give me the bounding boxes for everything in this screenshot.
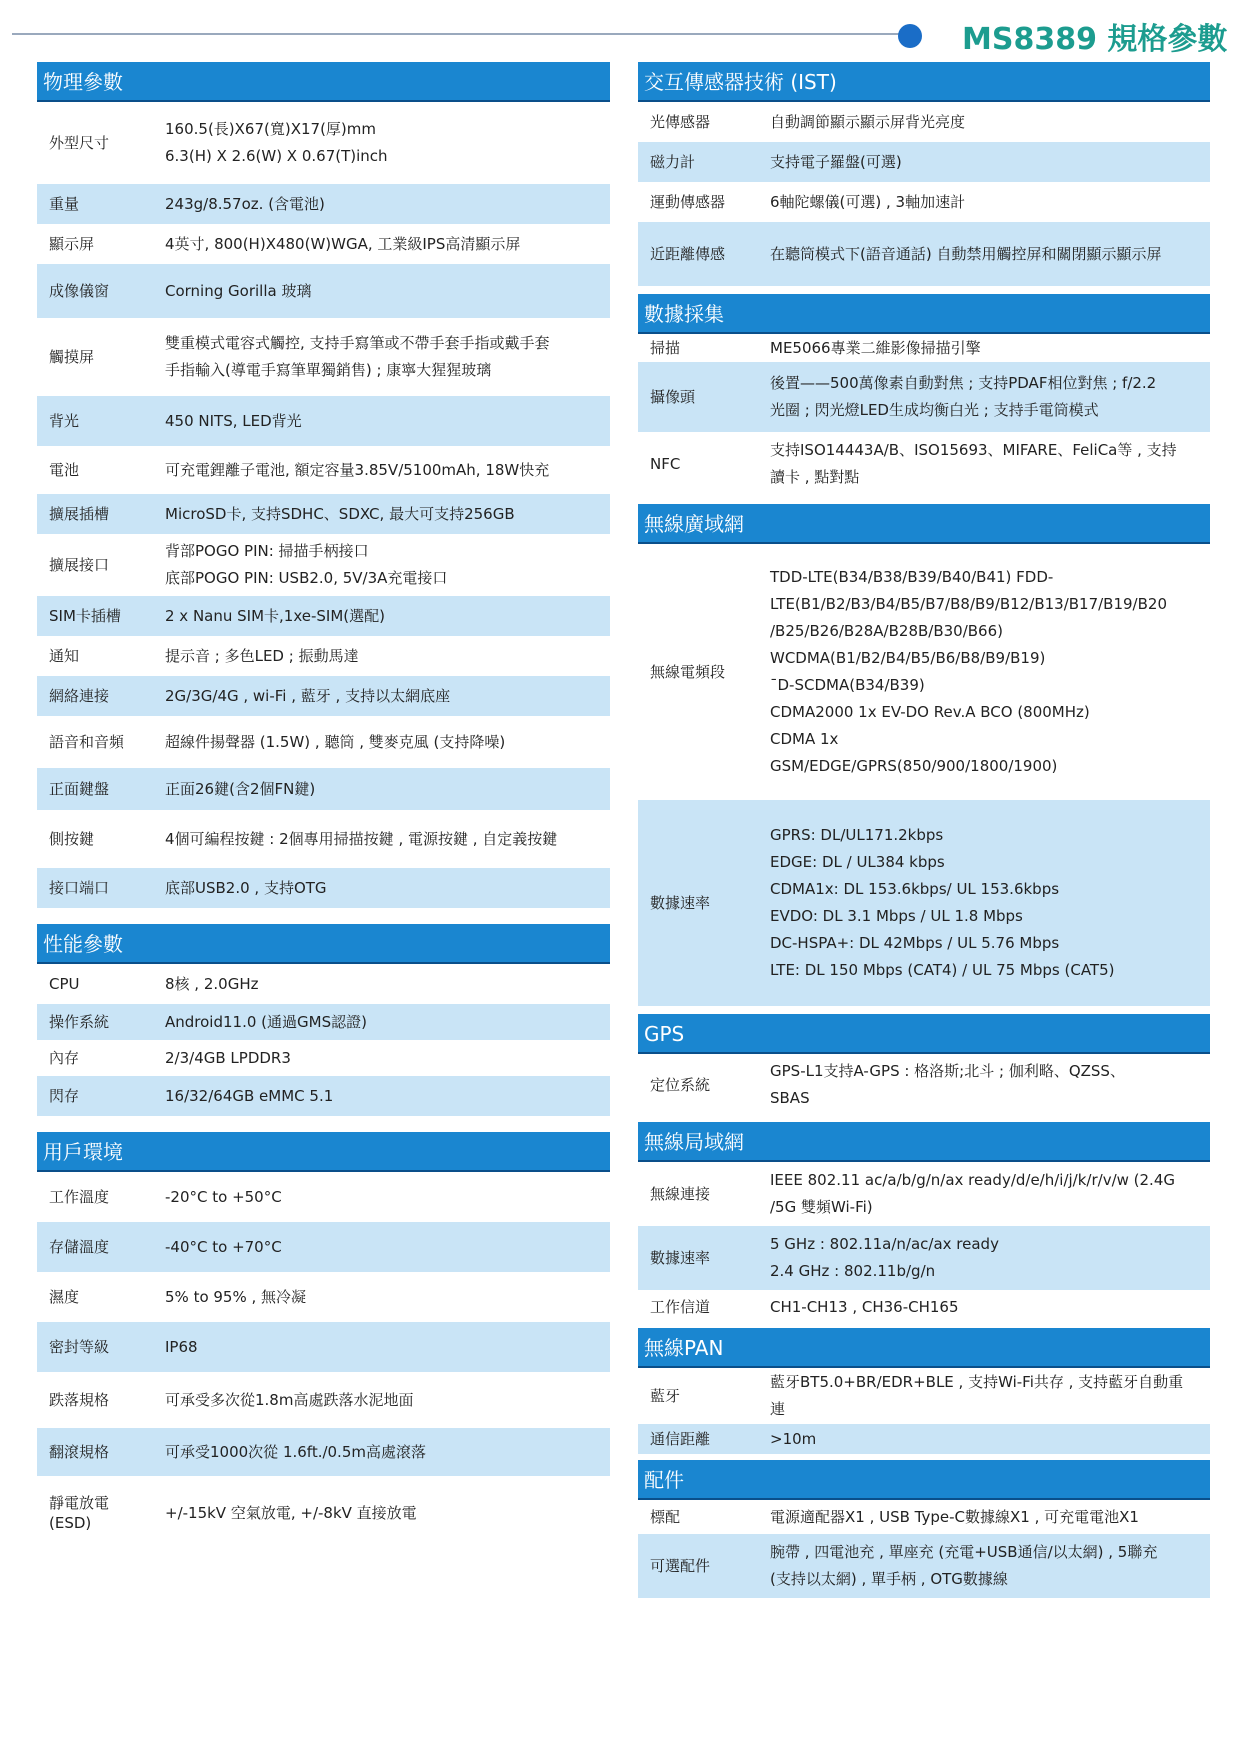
spec-row	[37, 1222, 610, 1272]
spec-section	[638, 504, 1210, 1006]
spec-value	[141, 1332, 610, 1363]
spec-value	[141, 1498, 610, 1529]
spec-label: 語音和音頻	[49, 733, 125, 751]
spec-row	[638, 800, 1210, 1006]
spec-value-line: 243g/8.57oz. (含電池)	[165, 194, 325, 213]
spec-row	[37, 264, 610, 318]
spec-value-line: 超線件揚聲器 (1.5W) , 聽筒 , 雙麥克風 (支持降噪)	[165, 732, 506, 751]
spec-value-line: 可承受1000次從 1.6ft./0.5m高處滾落	[165, 1442, 426, 1461]
spec-label: SIM卡插槽	[49, 607, 121, 625]
spec-value-line: WCDMA(B1/B2/B4/B5/B6/B8/B9/B19)	[770, 649, 1046, 667]
spec-row	[37, 446, 610, 494]
spec-label: 通信距離	[650, 1430, 711, 1448]
spec-row	[638, 1368, 1210, 1424]
spec-value-line: ME5066專業二維影像掃描引擎	[770, 338, 981, 357]
spec-value	[760, 1502, 1210, 1533]
spec-value	[141, 1232, 610, 1263]
spec-label: CPU	[49, 975, 80, 993]
spec-label: 濕度	[49, 1288, 80, 1306]
spec-value-line: 2G/3G/4G , wi-Fi , 藍牙 , 支持以太網底座	[165, 686, 451, 705]
spec-value	[760, 107, 1210, 138]
spec-section	[638, 62, 1210, 286]
spec-label: 無線連接	[650, 1185, 711, 1203]
spec-value-line: LTE(B1/B2/B3/B4/B5/B7/B8/B9/B12/B13/B17/B19/B20	[770, 595, 1167, 613]
spec-row	[638, 1290, 1210, 1324]
spec-value-line: CDMA1x: DL 153.6kbps/ UL 153.6kbps	[770, 880, 1060, 898]
spec-value	[141, 601, 610, 632]
spec-row	[37, 1428, 610, 1476]
spec-value-line: 手指輸入(導電手寫筆單獨銷售) ; 康寧大猩猩玻璃	[165, 361, 492, 379]
spec-value-line: 可承受多次從1.8m高處跌落水泥地面	[165, 1390, 414, 1409]
spec-label: 藍牙	[650, 1387, 681, 1405]
spec-label: 工作溫度	[49, 1188, 110, 1206]
spec-value	[141, 774, 610, 805]
spec-row	[638, 182, 1210, 222]
spec-value-line: >10m	[770, 1429, 817, 1448]
spec-label: 工作信道	[650, 1298, 711, 1316]
spec-value-line: LTE: DL 150 Mbps (CAT4) / UL 75 Mbps (CAT5)	[770, 961, 1115, 979]
spec-label: 翻滾規格	[49, 1443, 110, 1461]
spec-value	[141, 1282, 610, 1313]
spec-label: 操作系統	[49, 1013, 110, 1031]
spec-label: 接口端口	[49, 879, 110, 897]
spec-label: 定位系統	[650, 1076, 711, 1094]
spec-value	[141, 727, 610, 758]
spec-value-line: 可充電鋰離子電池, 額定容量3.85V/5100mAh, 18W快充	[165, 460, 550, 479]
spec-label: 跌落規格	[49, 1391, 110, 1409]
spec-value	[760, 1165, 1210, 1223]
spec-value	[760, 1229, 1210, 1287]
spec-label: 近距離傳感	[650, 245, 726, 263]
spec-row	[638, 102, 1210, 142]
spec-row	[37, 964, 610, 1004]
spec-row	[37, 494, 610, 534]
spec-value-line: 5% to 95% , 無冷凝	[165, 1287, 307, 1306]
spec-value-line: /B25/B26/B28A/B28B/B30/B66)	[770, 622, 1003, 640]
spec-label: 存儲溫度	[49, 1238, 110, 1256]
spec-label: 通知	[49, 647, 80, 665]
spec-label: 數據速率	[650, 1249, 711, 1267]
spec-label: NFC	[650, 455, 681, 473]
spec-value-line: 4英寸, 800(H)X480(W)WGA, 工業級IPS高清顯示屏	[165, 234, 521, 253]
spec-value	[141, 189, 610, 220]
spec-value-line: EVDO: DL 3.1 Mbps / UL 1.8 Mbps	[770, 907, 1023, 925]
spec-value-line: 藍牙BT5.0+BR/EDR+BLE , 支持Wi-Fi共存 , 支持藍牙自動重	[770, 1373, 1184, 1391]
spec-label: 背光	[49, 412, 80, 430]
spec-section	[638, 1328, 1210, 1454]
section-title: GPS	[638, 1014, 1210, 1054]
spec-value-line: 160.5(長)X67(寬)X17(厚)mm	[165, 120, 377, 138]
spec-label: 光傳感器	[650, 113, 711, 131]
spec-value	[141, 1182, 610, 1213]
spec-value	[141, 1385, 610, 1416]
spec-value-line: 電源適配器X1 , USB Type-C數據線X1 , 可充電電池X1	[770, 1507, 1139, 1526]
spec-row	[37, 1172, 610, 1222]
spec-value-line: +/-15kV 空氣放電, +/-8kV 直接放電	[165, 1503, 417, 1522]
section-title: 無線PAN	[638, 1328, 1210, 1368]
spec-value-line: 5 GHz : 802.11a/n/ac/ax ready	[770, 1235, 999, 1253]
spec-value	[760, 1056, 1210, 1114]
spec-label: 外型尺寸	[49, 134, 110, 152]
spec-row	[37, 184, 610, 224]
spec-value	[141, 1437, 610, 1468]
spec-row	[638, 544, 1210, 800]
spec-value-line: TDD-LTE(B34/B38/B39/B40/B41) FDD-	[770, 568, 1054, 586]
spec-value	[141, 328, 610, 386]
spec-label: 數據速率	[650, 894, 711, 912]
spec-value	[760, 1292, 1210, 1323]
spec-label: 掃描	[650, 339, 681, 357]
spec-row	[638, 1054, 1210, 1116]
spec-row	[37, 102, 610, 184]
right-column	[638, 62, 1210, 1598]
spec-row	[638, 1226, 1210, 1290]
spec-value-line: -20°C to +50°C	[165, 1187, 282, 1206]
spec-value	[141, 499, 610, 530]
spec-row	[37, 1322, 610, 1372]
spec-value-line: 雙重模式電容式觸控, 支持手寫筆或不帶手套手指或戴手套	[165, 334, 550, 352]
spec-value	[141, 1081, 610, 1112]
spec-section	[37, 924, 610, 1116]
spec-row	[37, 716, 610, 768]
spec-value-line: (支持以太網) , 單手柄 , OTG數據線	[770, 1570, 1008, 1588]
spec-row	[37, 768, 610, 810]
section-title: 配件	[638, 1460, 1210, 1500]
spec-value	[141, 114, 610, 172]
spec-value-line: 光圈 ; 閃光燈LED生成均衡白光 ; 支持手電筒模式	[770, 401, 1099, 419]
spec-row	[638, 142, 1210, 182]
spec-value-line: 支持電子羅盤(可選)	[770, 152, 902, 171]
spec-value-line: GPRS: DL/UL171.2kbps	[770, 826, 944, 844]
spec-value	[141, 406, 610, 437]
spec-value	[141, 229, 610, 260]
spec-value-line: CDMA 1x	[770, 730, 839, 748]
spec-row	[638, 432, 1210, 496]
spec-value-line: 2/3/4GB LPDDR3	[165, 1048, 291, 1067]
spec-label: 成像儀窗	[49, 282, 110, 300]
spec-row	[37, 224, 610, 264]
spec-section	[37, 1132, 610, 1550]
spec-value-line: 16/32/64GB eMMC 5.1	[165, 1086, 334, 1105]
spec-value	[760, 368, 1210, 426]
spec-row	[37, 868, 610, 908]
spec-row	[37, 596, 610, 636]
spec-value	[141, 276, 610, 307]
spec-row	[37, 534, 610, 596]
spec-label: 靜電放電 (ESD)	[49, 1494, 110, 1532]
spec-label: 無線電頻段	[650, 663, 726, 681]
spec-value	[141, 1007, 610, 1038]
spec-value-line: DC-HSPA+: DL 42Mbps / UL 5.76 Mbps	[770, 934, 1060, 952]
spec-value	[760, 1424, 1210, 1455]
spec-value-line: 讀卡 , 點對點	[770, 468, 860, 486]
spec-value-line: 底部USB2.0 , 支持OTG	[165, 878, 327, 897]
spec-value	[760, 1367, 1210, 1425]
spec-value-line: 在聽筒模式下(語音通話) 自動禁用觸控屏和關閉顯示顯示屏	[770, 244, 1162, 263]
header-rule	[12, 33, 912, 35]
spec-label: 擴展接口	[49, 556, 110, 574]
spec-value-line: 450 NITS, LED背光	[165, 411, 302, 430]
spec-row	[37, 636, 610, 676]
spec-value-line: 支持ISO14443A/B、ISO15693、MIFARE、FeliCa等 , 支持	[770, 441, 1177, 459]
spec-value-line: 2 x Nanu SIM卡,1xe-SIM(選配)	[165, 606, 385, 625]
spec-value-line: 背部POGO PIN: 掃描手柄接口	[165, 542, 369, 560]
spec-value	[760, 333, 1210, 364]
header-dot	[898, 24, 922, 48]
spec-label: 網絡連接	[49, 687, 110, 705]
spec-label: 側按鍵	[49, 830, 95, 848]
spec-value	[760, 187, 1210, 218]
spec-value-line: 6軸陀螺儀(可選) , 3軸加速計	[770, 192, 966, 211]
spec-value	[760, 147, 1210, 178]
spec-value	[141, 969, 610, 1000]
spec-label: 觸摸屏	[49, 348, 95, 366]
spec-label: 密封等級	[49, 1338, 110, 1356]
spec-label: 內存	[49, 1049, 80, 1067]
spec-label: 運動傳感器	[650, 193, 726, 211]
spec-value-line: IEEE 802.11 ac/a/b/g/n/ax ready/d/e/h/i/j/k/r/v/w (2.4G	[770, 1171, 1175, 1189]
spec-value-line: EDGE: DL / UL384 kbps	[770, 853, 945, 871]
spec-row	[37, 1272, 610, 1322]
section-title: 無線局域網	[638, 1122, 1210, 1162]
section-title: 物理參數	[37, 62, 610, 102]
spec-value-line: GSM/EDGE/GPRS(850/900/1800/1900)	[770, 757, 1058, 775]
section-title: 交互傳感器技術 (IST)	[638, 62, 1210, 102]
spec-row	[638, 1424, 1210, 1454]
spec-section	[37, 62, 610, 908]
spec-row	[37, 1076, 610, 1116]
spec-value-line: 8核 , 2.0GHz	[165, 974, 259, 993]
spec-value-line: Corning Gorilla 玻璃	[165, 281, 312, 300]
spec-value-line: /5G 雙頻Wi-Fi)	[770, 1198, 873, 1216]
section-title: 性能參數	[37, 924, 610, 964]
spec-value-line: IP68	[165, 1337, 198, 1356]
spec-value-line: CDMA2000 1x EV-DO Rev.A BCO (800MHz)	[770, 703, 1090, 721]
spec-row	[37, 1372, 610, 1428]
spec-value	[141, 681, 610, 712]
spec-section	[638, 294, 1210, 496]
spec-value-line: 後置——500萬像素自動對焦 ; 支持PDAF相位對焦 ; f/2.2	[770, 374, 1157, 392]
spec-value	[141, 824, 610, 855]
spec-row	[37, 1004, 610, 1040]
spec-label: 閃存	[49, 1087, 80, 1105]
spec-label: 可選配件	[650, 1557, 711, 1575]
spec-value-line: 連	[770, 1400, 786, 1418]
spec-row	[37, 676, 610, 716]
spec-value-line: 正面26鍵(含2個FN鍵)	[165, 779, 316, 798]
spec-row	[37, 810, 610, 868]
spec-row	[638, 362, 1210, 432]
left-column	[37, 62, 610, 1550]
spec-label: 正面鍵盤	[49, 780, 110, 798]
spec-value-line: 2.4 GHz : 802.11b/g/n	[770, 1262, 936, 1280]
page-title: MS8389 規格參數	[962, 22, 1228, 57]
spec-value-line: GPS-L1支持A-GPS : 格洛斯;北斗 ; 伽利略、QZSS、	[770, 1062, 1125, 1080]
spec-section	[638, 1122, 1210, 1324]
spec-value-line: 6.3(H) X 2.6(W) X 0.67(T)inch	[165, 147, 388, 165]
spec-value	[760, 435, 1210, 493]
spec-label: 重量	[49, 195, 80, 213]
spec-row	[638, 1162, 1210, 1226]
spec-value	[760, 820, 1210, 986]
spec-value	[760, 562, 1210, 782]
spec-value-line: Android11.0 (通過GMS認證)	[165, 1012, 367, 1031]
spec-section	[638, 1460, 1210, 1598]
spec-label: 擴展插槽	[49, 505, 110, 523]
spec-row	[37, 396, 610, 446]
spec-row	[638, 334, 1210, 362]
spec-value-line: 底部POGO PIN: USB2.0, 5V/3A充電接口	[165, 569, 448, 587]
spec-label: 磁力計	[650, 153, 696, 171]
spec-value-line: SBAS	[770, 1089, 810, 1107]
spec-value-line: ¯D-SCDMA(B34/B39)	[770, 676, 925, 694]
spec-row	[638, 1500, 1210, 1534]
spec-value	[141, 1043, 610, 1074]
spec-value	[141, 641, 610, 672]
spec-row	[37, 1476, 610, 1550]
spec-value-line: 提示音 ; 多色LED ; 振動馬達	[165, 646, 359, 665]
spec-section	[638, 1014, 1210, 1116]
spec-value-line: MicroSD卡, 支持SDHC、SDXC, 最大可支持256GB	[165, 504, 515, 523]
spec-row	[638, 1534, 1210, 1598]
spec-row	[37, 318, 610, 396]
section-title: 數據採集	[638, 294, 1210, 334]
section-title: 無線廣域網	[638, 504, 1210, 544]
spec-label: 電池	[49, 461, 80, 479]
spec-value-line: -40°C to +70°C	[165, 1237, 282, 1256]
spec-value-line: 自動調節顯示顯示屏背光亮度	[770, 112, 966, 131]
spec-row	[37, 1040, 610, 1076]
spec-value-line: 腕帶 , 四電池充 , 單座充 (充電+USB通信/以太網) , 5聯充	[770, 1543, 1158, 1561]
spec-value	[141, 536, 610, 594]
spec-label: 標配	[650, 1508, 681, 1526]
section-title: 用戶環境	[37, 1132, 610, 1172]
spec-value-line: 4個可編程按鍵 : 2個專用掃描按鍵 , 電源按鍵 , 自定義按鍵	[165, 829, 558, 848]
spec-value-line: CH1-CH13 , CH36-CH165	[770, 1297, 959, 1316]
spec-value	[760, 1537, 1210, 1595]
spec-label: 攝像頭	[650, 388, 696, 406]
spec-value	[141, 455, 610, 486]
spec-value	[141, 873, 610, 904]
spec-label: 顯示屏	[49, 235, 95, 253]
spec-row	[638, 222, 1210, 286]
spec-value	[760, 239, 1210, 270]
